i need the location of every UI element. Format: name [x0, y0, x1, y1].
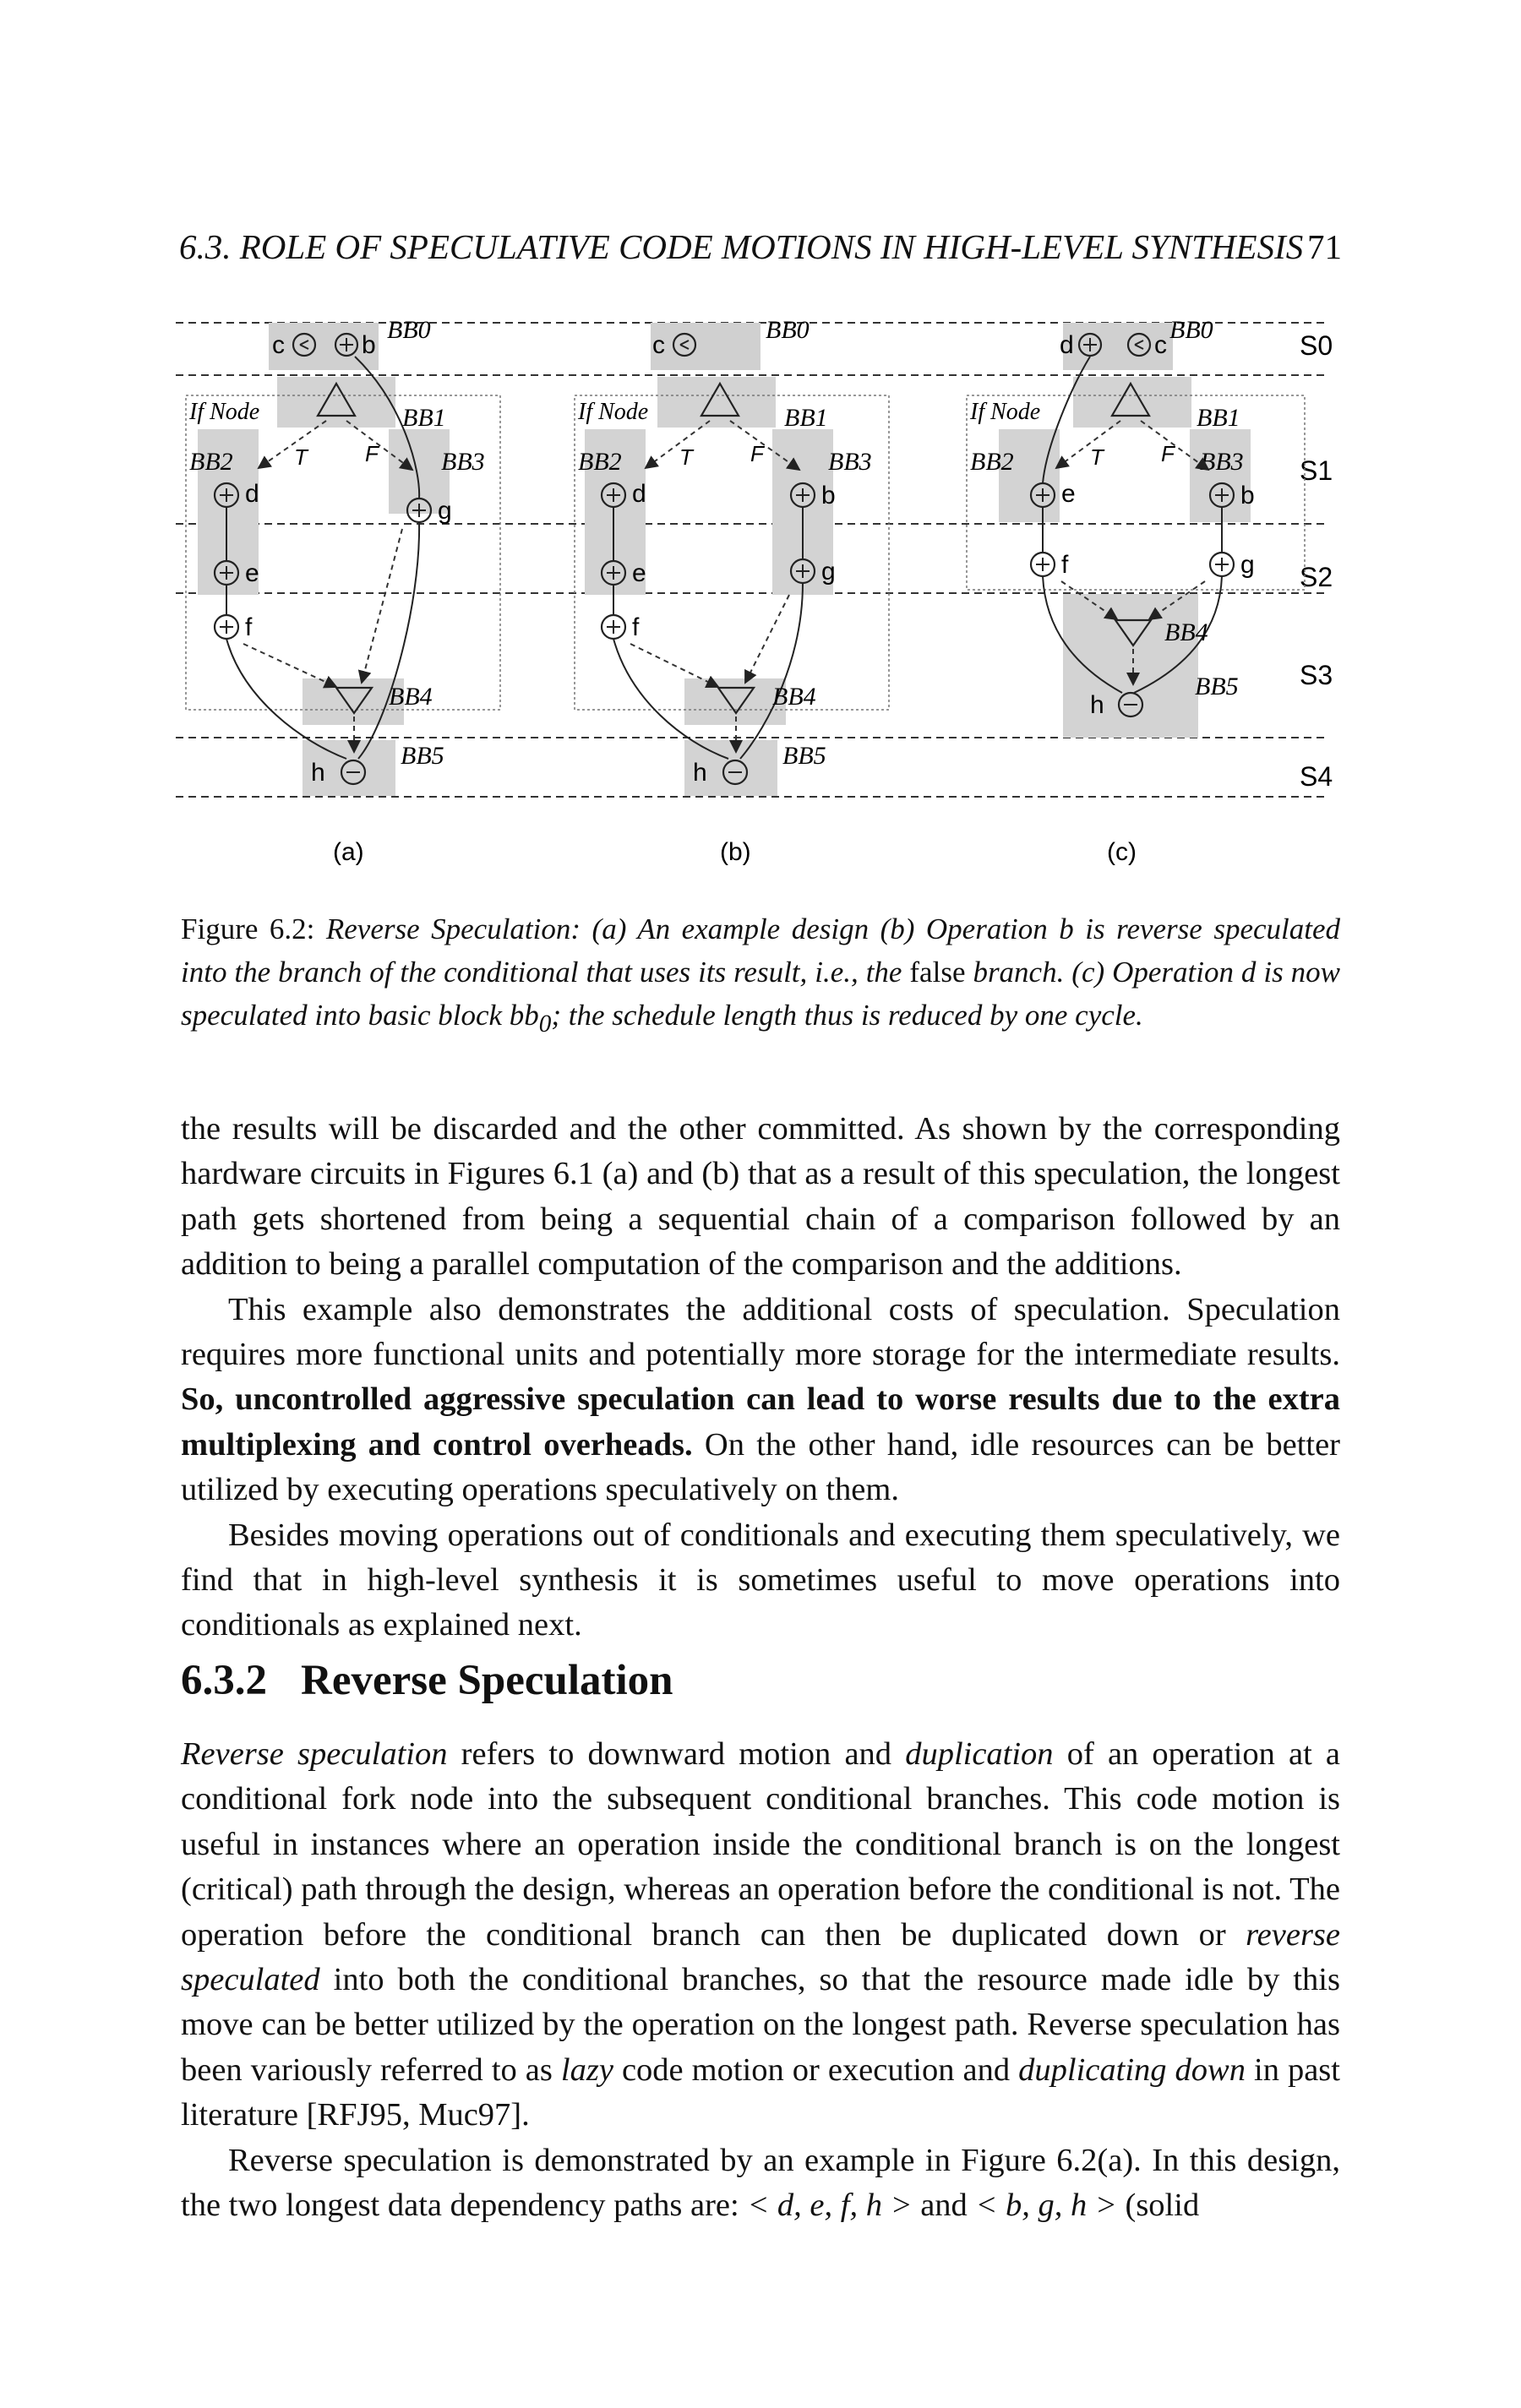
state-s2: S2	[1300, 562, 1333, 592]
term-duplication: duplication	[905, 1736, 1054, 1772]
running-header	[179, 226, 1342, 267]
para2-a: This example also demonstrates the additional costs of speculation. Speculation requires more functional units and potentially more storage for the intermediate results.	[181, 1291, 1340, 1373]
op-e: e	[1061, 480, 1076, 508]
op-d: d	[632, 480, 646, 508]
op-g: g	[1240, 551, 1255, 579]
section-title: Reverse Speculation	[301, 1657, 673, 1704]
p4-text-5: in past literature [RFJ95, Muc97].	[181, 2051, 1340, 2133]
term-reverse-speculated: reverse speculated	[181, 1916, 1340, 1998]
path-1: < d, e, f, h >	[747, 2187, 913, 2224]
op-f: f	[245, 613, 253, 641]
body-bottom	[181, 1732, 1340, 2228]
op-d: d	[245, 480, 259, 508]
state-s4: S4	[1300, 761, 1333, 792]
p4-text-3: into both the conditional branches, so that the resource made idle by this move can be better utilized by the operation on the longest path. Reverse speculation has been variously referred to as	[181, 1962, 1340, 2088]
if-node: If Node	[970, 399, 1041, 425]
page-number: 71	[1307, 227, 1342, 266]
panel-label: (a)	[333, 838, 364, 866]
caption-text-2: branch. (c) Operation d is now speculated into basic block bb	[181, 956, 1341, 1032]
op-c: c	[1154, 331, 1167, 359]
p5-and: and	[912, 2187, 976, 2224]
bb3: BB3	[1200, 448, 1244, 476]
bb4: BB4	[1164, 618, 1208, 646]
panel-a	[186, 316, 500, 866]
term-duplicating-down: duplicating down	[1018, 2051, 1246, 2088]
p5-text-2: (solid	[1116, 2187, 1200, 2224]
paragraph-5	[181, 2138, 1340, 2229]
branch-f: F	[365, 441, 379, 466]
op-c: c	[652, 331, 665, 359]
figure-caption	[181, 907, 1340, 1046]
path-2: < b, g, h >	[975, 2187, 1117, 2224]
p5-text-1: Reverse speculation is demonstrated by an example in Figure 6.2(a). In this design, the two longest data dependency paths are:	[181, 2142, 1340, 2224]
op-h: h	[311, 759, 325, 787]
state-s0: S0	[1300, 330, 1333, 361]
caption-sub: 0	[538, 1011, 552, 1038]
p4-text-1: refers to downward motion and	[447, 1736, 906, 1772]
op-b: b	[362, 331, 376, 359]
panel-b	[575, 316, 889, 866]
bb5: BB5	[1195, 673, 1239, 700]
op-d: d	[1060, 331, 1074, 359]
paragraph-2	[181, 1288, 1340, 1513]
op-c: c	[272, 331, 285, 359]
bb4: BB4	[772, 683, 816, 711]
op-b: b	[821, 482, 836, 509]
bb1: BB1	[402, 404, 446, 432]
bb1: BB1	[784, 404, 828, 432]
caption-false-word: false	[909, 956, 966, 989]
bb2: BB2	[970, 448, 1014, 476]
if-node: If Node	[578, 399, 649, 425]
bb2: BB2	[578, 448, 622, 476]
op-g: g	[821, 558, 836, 586]
section-heading	[181, 1656, 673, 1705]
op-h: h	[1090, 691, 1104, 719]
bb3: BB3	[828, 448, 872, 476]
branch-t: T	[679, 444, 693, 470]
term-reverse-speculation: Reverse speculation	[181, 1736, 448, 1772]
bb0: BB0	[1169, 316, 1213, 344]
paragraph-4	[181, 1732, 1340, 2138]
para2-bold: So, uncontrolled aggressive speculation can lead to worse results due to the extra multiplexing and control overheads.	[181, 1381, 1340, 1463]
op-f: f	[632, 613, 640, 641]
bb3: BB3	[441, 448, 485, 476]
branch-t: T	[1090, 444, 1104, 470]
branch-t: T	[294, 444, 308, 470]
para2-b: On the other hand, idle resources can be better utilized by executing operations speculatively on them.	[181, 1426, 1340, 1508]
p4-text-2: of an operation at a conditional fork node into the subsequent conditional branches. This code motion is useful in instances where an operation inside the conditional branch is on the longest (critical) path through the design, whereas an operation before the conditional is not. The operation before the conditional branch can then be duplicated down or	[181, 1736, 1341, 1953]
caption-text-1: Reverse Speculation: (a) An example design (b) Operation b is reverse speculated into the branch of the conditional that uses its result, i.e., the	[181, 913, 1341, 989]
bb2: BB2	[189, 448, 233, 476]
paragraph-1: the results will be discarded and the other committed. As shown by the corresponding hardware circuits in Figures 6.1 (a) and (b) that as a result of this speculation, the longest path gets shortened from being a sequential chain of a comparison followed by an addition to being a parallel computation of the comparison and the additions.	[181, 1111, 1340, 1283]
body-top	[181, 1107, 1340, 1648]
branch-f: F	[750, 441, 764, 466]
section-number: 6.3.2	[181, 1657, 267, 1704]
bb0: BB0	[387, 316, 431, 344]
running-title: 6.3. ROLE OF SPECULATIVE CODE MOTIONS IN HIGH-LEVEL SYNTHESIS	[179, 227, 1304, 266]
op-h: h	[693, 759, 707, 787]
bb4: BB4	[389, 683, 433, 711]
state-s3: S3	[1300, 660, 1333, 690]
op-g: g	[438, 497, 452, 525]
op-e: e	[245, 559, 259, 587]
branch-f: F	[1161, 441, 1175, 466]
panel-label: (b)	[720, 838, 751, 866]
op-f: f	[1061, 551, 1069, 579]
bb5: BB5	[401, 742, 444, 770]
panel-label: (c)	[1107, 838, 1137, 866]
op-e: e	[632, 559, 646, 587]
figure-6-2	[167, 302, 1350, 877]
p4-text-4: code motion or execution and	[613, 2051, 1019, 2088]
bb1: BB1	[1197, 404, 1240, 432]
term-lazy: lazy	[560, 2051, 613, 2088]
paragraph-3: Besides moving operations out of conditionals and executing them speculatively, we find that in high-level synthesis it is sometimes useful to move operations into conditionals as explained next.	[181, 1517, 1340, 1643]
panel-c	[967, 316, 1305, 866]
if-node: If Node	[189, 399, 260, 425]
caption-text-3: ; the schedule length thus is reduced by one cycle.	[551, 999, 1143, 1032]
bb5: BB5	[782, 742, 826, 770]
caption-label: Figure 6.2:	[181, 913, 315, 945]
state-s1: S1	[1300, 455, 1333, 486]
bb0: BB0	[766, 316, 810, 344]
op-b: b	[1240, 482, 1255, 509]
